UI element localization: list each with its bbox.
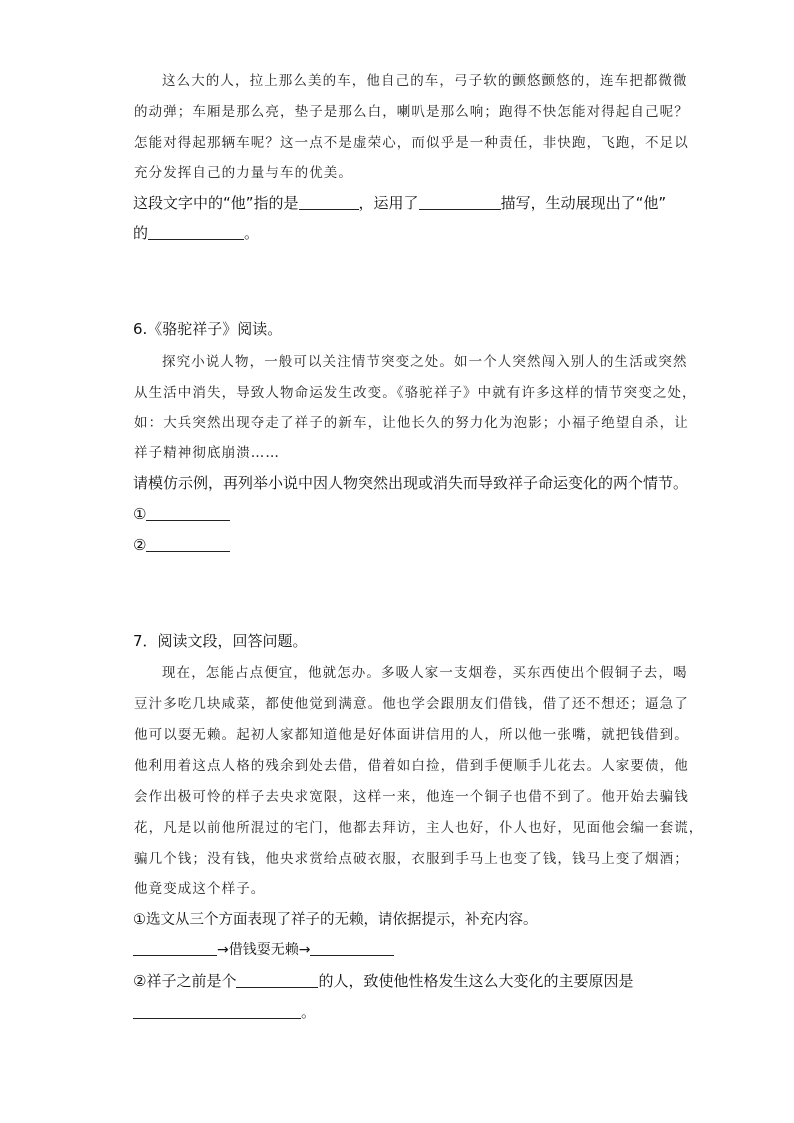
q7-title: 7．阅读文段，回答问题。 bbox=[133, 632, 308, 650]
q7-passage-line-3: 他可以耍无赖。起初人家都知道他是好体面讲信用的人，所以他一张嘴，就把钱借到。 bbox=[134, 727, 689, 743]
q7-sub2-end: 。 bbox=[301, 1003, 317, 1021]
q7-flow-arrow-1: → bbox=[217, 942, 229, 958]
q5-blank-2[interactable] bbox=[419, 195, 501, 210]
q7-sub2-blank-1[interactable] bbox=[236, 973, 318, 988]
q6-passage-line-3: 如：大兵突然出现夺走了祥子的新车，让他长久的努力化为泡影；小福子绝望自杀，让 bbox=[134, 415, 689, 431]
q6-question: 请模仿示例，再列举小说中因人物突然出现或消失而导致祥子命运变化的两个情节。 bbox=[133, 474, 689, 492]
q6-answer-2-blank[interactable] bbox=[146, 537, 230, 552]
q7-passage-line-6: 花，凡是以前他所混过的宅门，他都去拜访，主人也好，仆人也好，见面他会编一套谎， bbox=[134, 820, 704, 836]
q7-sub1-flow bbox=[133, 939, 394, 959]
q6-answer-1-blank[interactable] bbox=[146, 506, 230, 521]
q6-title: 6.《骆驼祥子》阅读。 bbox=[133, 320, 283, 338]
q7-passage-line-1: 现在，怎能占点便宜，他就怎办。多吸人家一支烟卷，买东西使出个假铜子去，喝 bbox=[162, 665, 688, 681]
q6-passage-line-2: 从生活中消失，导致人物命运发生改变。《骆驼祥子》中就有许多这样的情节突变之处， bbox=[134, 385, 697, 401]
q6-answer-2-label: ② bbox=[133, 536, 147, 554]
q7-passage-line-5: 会作出极可怜的样子去央求宽限，这样一来，他连一个铜子也借不到了。他开始去骗钱 bbox=[134, 789, 689, 805]
q5-blank-3[interactable] bbox=[148, 225, 244, 240]
q6-answer-1-label: ① bbox=[133, 505, 147, 523]
q6-passage-line-1: 探究小说人物，一般可以关注情节突变之处。如一个人突然闯入别人的生活或突然 bbox=[162, 354, 688, 370]
q5-passage-line-2: 的动弹；车厢是那么亮，垫子是那么白，喇叭是那么响；跑得不快怎能对得起自己呢？ bbox=[134, 104, 689, 120]
q7-flow-arrow-2: → bbox=[298, 942, 311, 958]
q7-passage-line-4: 他利用着这点人格的残余到处去借，借着如白捡，借到手便顺手儿花去。人家要债，他 bbox=[134, 758, 689, 774]
q5-question-text-2: ，运用了 bbox=[358, 194, 419, 212]
q7-sub2-text-1: ②祥子之前是个 bbox=[133, 972, 237, 990]
q5-question-end: 。 bbox=[244, 224, 260, 242]
q5-passage-line-4: 充分发挥自己的力量与车的优美。 bbox=[134, 165, 353, 181]
q6-passage-line-4: 祥子精神彻底崩溃…… bbox=[134, 445, 280, 461]
q7-flow-blank-1[interactable] bbox=[133, 941, 217, 956]
q7-flow-blank-2[interactable] bbox=[310, 941, 394, 956]
q7-sub2-line-2 bbox=[133, 1001, 316, 1022]
q5-blank-1[interactable] bbox=[299, 195, 359, 210]
q7-sub2-text-2: 的人，致使他性格发生这么大变化的主要原因是 bbox=[318, 972, 634, 990]
q7-passage-line-2: 豆汁多吃几块咸菜，都使他觉到满意。他也学会跟朋友们借钱，借了还不想还；逼急了 bbox=[134, 696, 689, 712]
q5-passage-line-1: 这么大的人，拉上那么美的车，他自己的车，弓子软的颤悠颤悠的，连车把都微微 bbox=[162, 73, 688, 89]
q5-question-text-1: 这段文字中的“他”指的是 bbox=[133, 194, 299, 212]
q5-question-text-4: 的 bbox=[133, 224, 149, 242]
q5-passage-line-3: 怎能对得起那辆车呢？这一点不是虚荣心，而似乎是一种责任，非快跑，飞跑，不足以 bbox=[134, 135, 689, 151]
q6-answer-1 bbox=[133, 505, 230, 523]
q7-sub2-blank-2[interactable] bbox=[133, 1004, 301, 1019]
q5-question-text-3: 描写，生动展现出了“他” bbox=[500, 194, 667, 212]
q7-passage-line-7: 骗几个钱；没有钱，他央求赏给点破衣服，衣服到手马上也变了钱，钱马上变了烟酒； bbox=[134, 851, 689, 867]
q7-sub1: ①选文从三个方面表现了祥子的无赖，请依据提示，补充内容。 bbox=[133, 912, 538, 928]
q6-answer-2 bbox=[133, 536, 230, 554]
q5-question-line-2 bbox=[133, 222, 259, 243]
q7-passage-line-8: 他竟变成这个样子。 bbox=[134, 881, 266, 897]
q7-flow-middle: 借钱耍无赖 bbox=[228, 942, 299, 958]
q5-question-line-1 bbox=[133, 192, 666, 213]
q7-sub2-line-1 bbox=[133, 970, 633, 991]
